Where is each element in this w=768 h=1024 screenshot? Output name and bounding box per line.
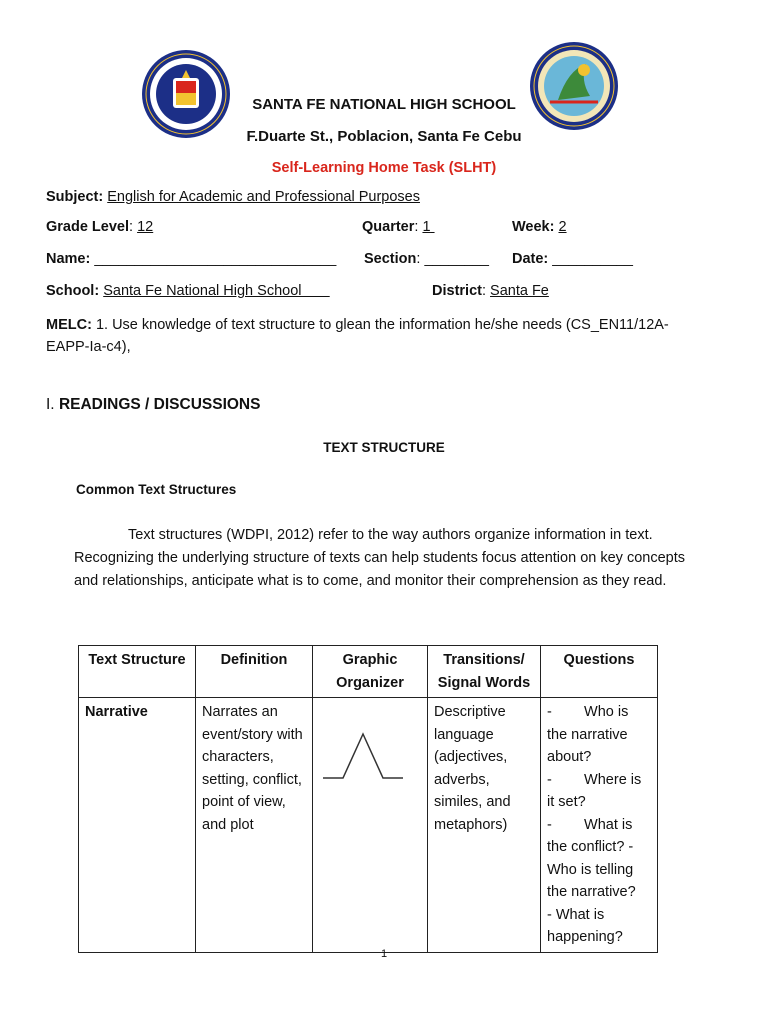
section-numeral: I. — [46, 396, 55, 413]
common-text-structures-heading: Common Text Structures — [76, 482, 237, 497]
subject-label: Subject: — [46, 189, 104, 205]
date-label: Date: — [512, 251, 549, 267]
header-definition: Definition — [196, 646, 313, 698]
district-value: Santa Fe — [490, 283, 549, 299]
quarter-field: Quarter: 1 — [362, 219, 431, 235]
cell-transitions: Descriptive language (adjectives, adverbs, similes, and metaphors) — [428, 698, 541, 953]
task-title: Self-Learning Home Task (SLHT) — [271, 160, 497, 176]
school-address: F.Duarte St., Poblacion, Santa Fe Cebu — [246, 128, 522, 145]
intro-paragraph-text: Text structures (WDPI, 2012) refer to the way authors organize information in text. Recognizing the underlying structure of texts can help students focus attention on key concepts and relationships, anticipate what is to come, and monitor their comprehension as they read. — [74, 527, 685, 589]
section-blank[interactable]: ________ — [424, 251, 489, 267]
district-label: District — [432, 283, 482, 299]
cell-graphic-organizer — [313, 698, 428, 953]
quarter-label: Quarter — [362, 219, 415, 235]
header-transitions: Transitions/ Signal Words — [428, 646, 541, 698]
grade-level-field: Grade Level: 12 — [46, 219, 154, 235]
section-label: Section — [364, 251, 417, 267]
week-label: Week: — [512, 219, 555, 235]
intro-paragraph — [74, 524, 704, 593]
question-item: - Where is it set? — [547, 771, 646, 810]
date-blank[interactable]: __________ — [552, 251, 633, 267]
grade-level-value: 12 — [137, 219, 154, 235]
melc-label: MELC: — [46, 317, 92, 333]
question-item: - Who is the narrative about? — [547, 704, 633, 765]
table-header-row — [79, 646, 658, 698]
school-value: Santa Fe National High School — [103, 283, 302, 299]
plot-diagram-icon — [319, 701, 419, 781]
section-title: READINGS / DISCUSSIONS — [58, 396, 261, 413]
cell-text-structure: Narrative — [79, 698, 196, 953]
subject-value: English for Academic and Professional Purposes — [107, 189, 420, 205]
grade-level-label: Grade Level — [46, 219, 130, 235]
quarter-value: 1 — [422, 219, 431, 235]
page-number: 1 — [380, 948, 388, 960]
school-label: School: — [46, 283, 100, 299]
header-text-structure: Text Structure — [79, 646, 196, 698]
week-value: 2 — [558, 219, 567, 235]
week-field — [512, 219, 567, 235]
text-structure-table — [78, 645, 658, 953]
text-structure-title: TEXT STRUCTURE — [323, 440, 445, 455]
name-field[interactable] — [46, 251, 336, 267]
school-name-heading: SANTA FE NATIONAL HIGH SCHOOL — [252, 96, 516, 113]
date-field[interactable] — [512, 251, 633, 267]
header-questions: Questions — [541, 646, 658, 698]
name-blank[interactable]: ______________________________ — [94, 251, 337, 267]
melc — [46, 314, 706, 358]
cell-definition: Narrates an event/story with characters, setting, conflict, point of view, and plot — [196, 698, 313, 953]
header-graphic-organizer: Graphic Organizer — [313, 646, 428, 698]
question-item: - What is happening? — [547, 906, 623, 945]
cell-questions — [541, 698, 658, 953]
subject-row — [46, 189, 420, 205]
school-field — [46, 283, 330, 299]
table-row — [79, 698, 658, 953]
division-cebu-seal-logo — [528, 40, 620, 137]
question-item: - What is the conflict? - Who is telling the narrative? — [547, 816, 638, 900]
district-field: District: Santa Fe — [432, 283, 549, 299]
name-label: Name: — [46, 251, 91, 267]
section-field[interactable]: Section: ________ — [364, 251, 489, 267]
melc-text: 1. Use knowledge of text structure to glean the information he/she needs (CS_EN11/12A-EAPP-Ia-c4), — [46, 317, 669, 355]
section-heading — [46, 396, 260, 414]
